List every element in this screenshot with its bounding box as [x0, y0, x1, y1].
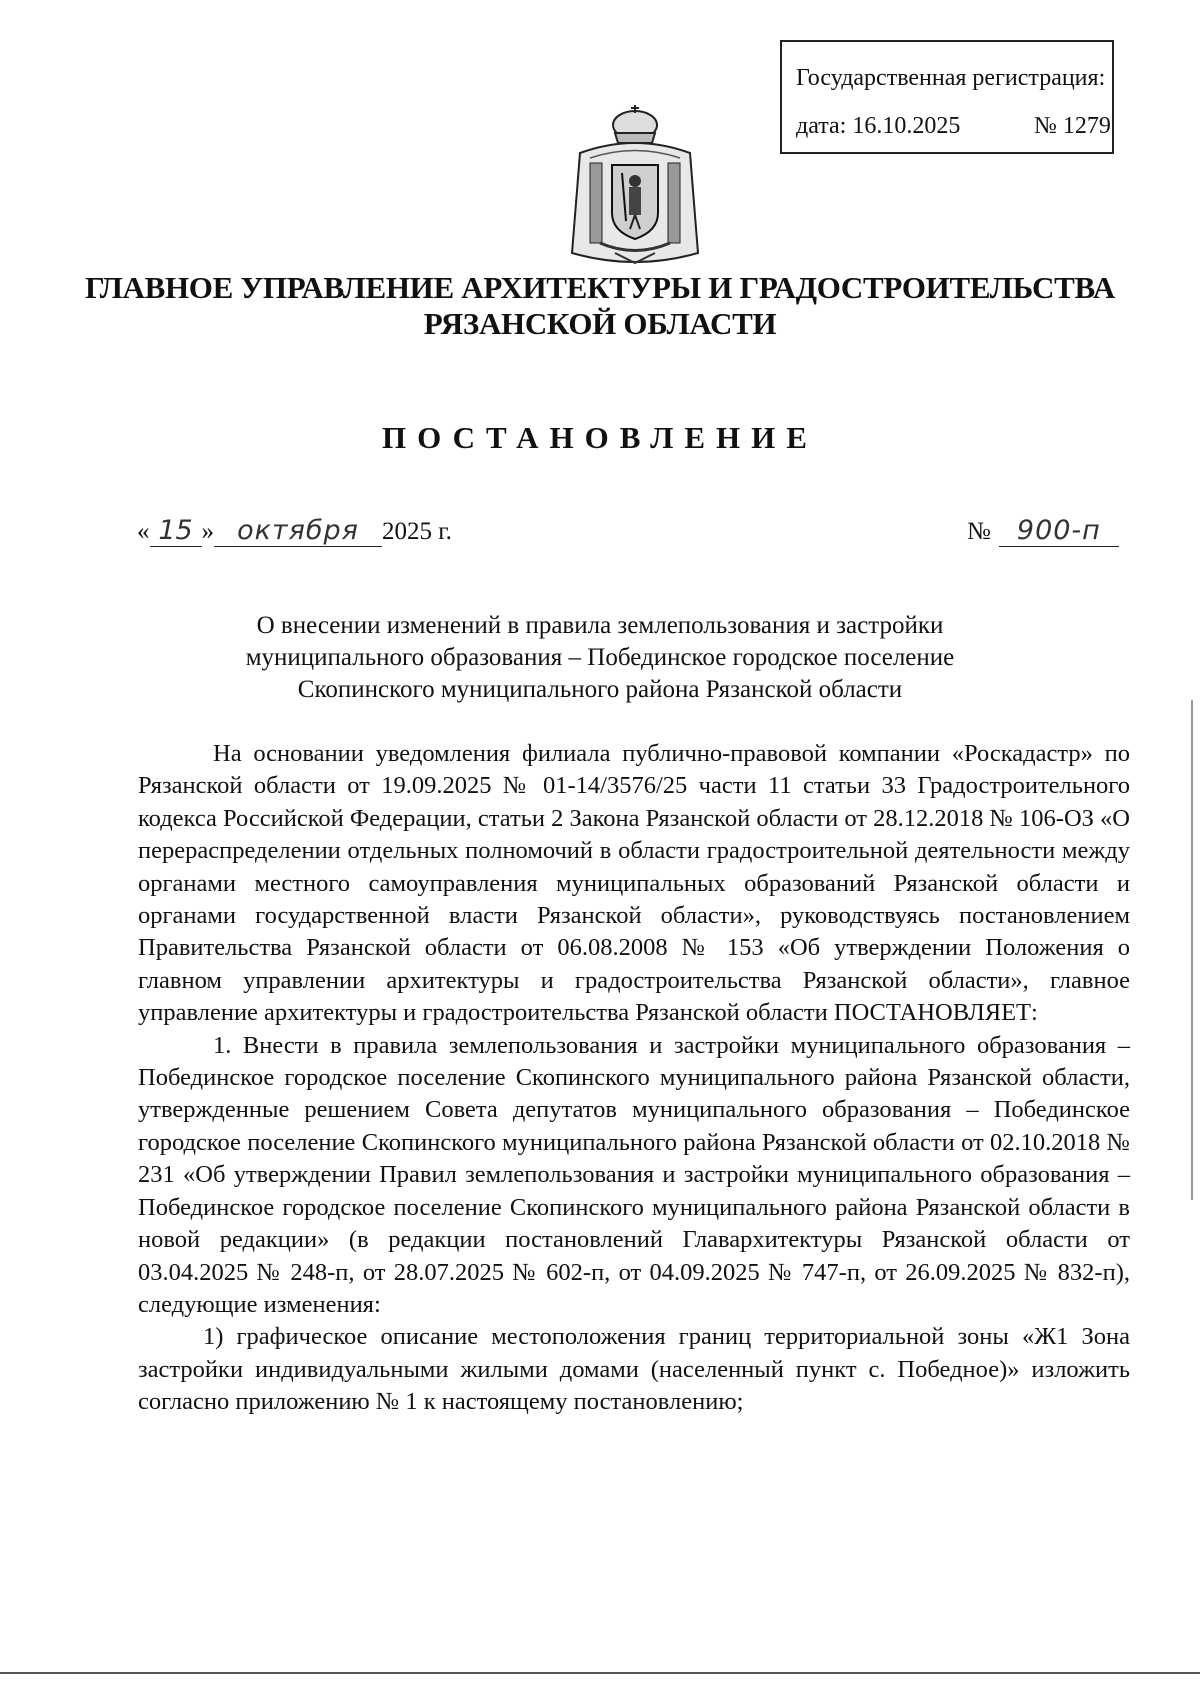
date-open-quote: « [137, 518, 150, 545]
organization-title-line2: РЯЗАНСКОЙ ОБЛАСТИ [423, 306, 777, 341]
date-month-handwritten: октября [214, 515, 382, 547]
clause-1-paragraph: 1. Внести в правила землепользования и застройки муниципального образования – Побединское городское поселение Скопинского муниципального района Рязанской области, утвержденные решением Совета депутатов муниципального образования – Побединское городское поселение Скопинского муниципального района Рязанской области от 02.10.2018 № 231 «Об утверждении Правил землепользования и застройки муниципального образования – Побединское городское поселение Скопинского муниципального района Рязанской области в новой редакции» (в редакции постановлений Главархитектуры Рязанской области от 03.04.2025 № 248-п, от 28.07.2025 № 602-п, от 04.09.2025 № 747-п, от 26.09.2025 № 832-п), следующие изменения: [138, 1031, 1130, 1318]
date-close-quote: » [201, 518, 214, 545]
ryazan-coat-of-arms-icon [560, 103, 710, 273]
subject-line2: муниципального образования – Побединское городское поселение [245, 644, 955, 671]
subject-line1: О внесении изменений в правила землепользования и застройки [256, 612, 944, 639]
number-value-handwritten: 900-п [999, 515, 1119, 547]
registration-date: дата: 16.10.2025 [796, 113, 961, 139]
registration-stamp [780, 40, 1114, 154]
organization-title-line1: ГЛАВНОЕ УПРАВЛЕНИЕ АРХИТЕКТУРЫ И ГРАДОСТРОИТЕЛЬСТВА [84, 270, 1115, 305]
document-subject [150, 610, 1050, 706]
scan-artifact-line [1191, 700, 1193, 1200]
scan-bottom-edge [0, 1672, 1200, 1674]
document-type-heading: ПОСТАНОВЛЕНИЕ [382, 420, 818, 455]
document-date [137, 515, 452, 547]
registration-title: Государственная регистрация: [796, 65, 1106, 91]
date-day-handwritten: 15 [150, 515, 202, 547]
date-year: 2025 г. [382, 518, 452, 545]
subclause-1-paragraph: 1) графическое описание местоположения границ территориальной зоны «Ж1 Зона застройки индивидуальными жилыми домами (населенный пункт с. Победное)» изложить согласно приложению № 1 к настоящему постановлению; [138, 1323, 1130, 1416]
organization-title [80, 270, 1120, 342]
subject-line3: Скопинского муниципального района Рязанской области [297, 676, 903, 703]
registration-number: № 1279 [1034, 113, 1111, 139]
document-number [967, 515, 1119, 547]
number-label: № [967, 518, 991, 545]
preamble-paragraph: На основании уведомления филиала публично-правовой компании «Роскадастр» по Рязанской области от 19.09.2025 № 01-14/3576/25 части 11 статьи 33 Градостроительного кодекса Российской Федерации, статьи 2 Закона Рязанской области от 28.12.2018 № 106-ОЗ «О перераспределении отдельных полномочий в области градостроительной деятельности между органами местного самоуправления муниципальных образований Рязанской области и органами государственной власти Рязанской области», руководствуясь постановлением Правительства Рязанской области от 06.08.2008 № 153 «Об утверждении Положения о главном управлении архитектуры и градостроительства Рязанской области», главное управление архитектуры и градостроительства Рязанской области ПОСТАНОВЛЯЕТ: [138, 740, 1130, 1027]
document-body [138, 738, 1130, 1419]
